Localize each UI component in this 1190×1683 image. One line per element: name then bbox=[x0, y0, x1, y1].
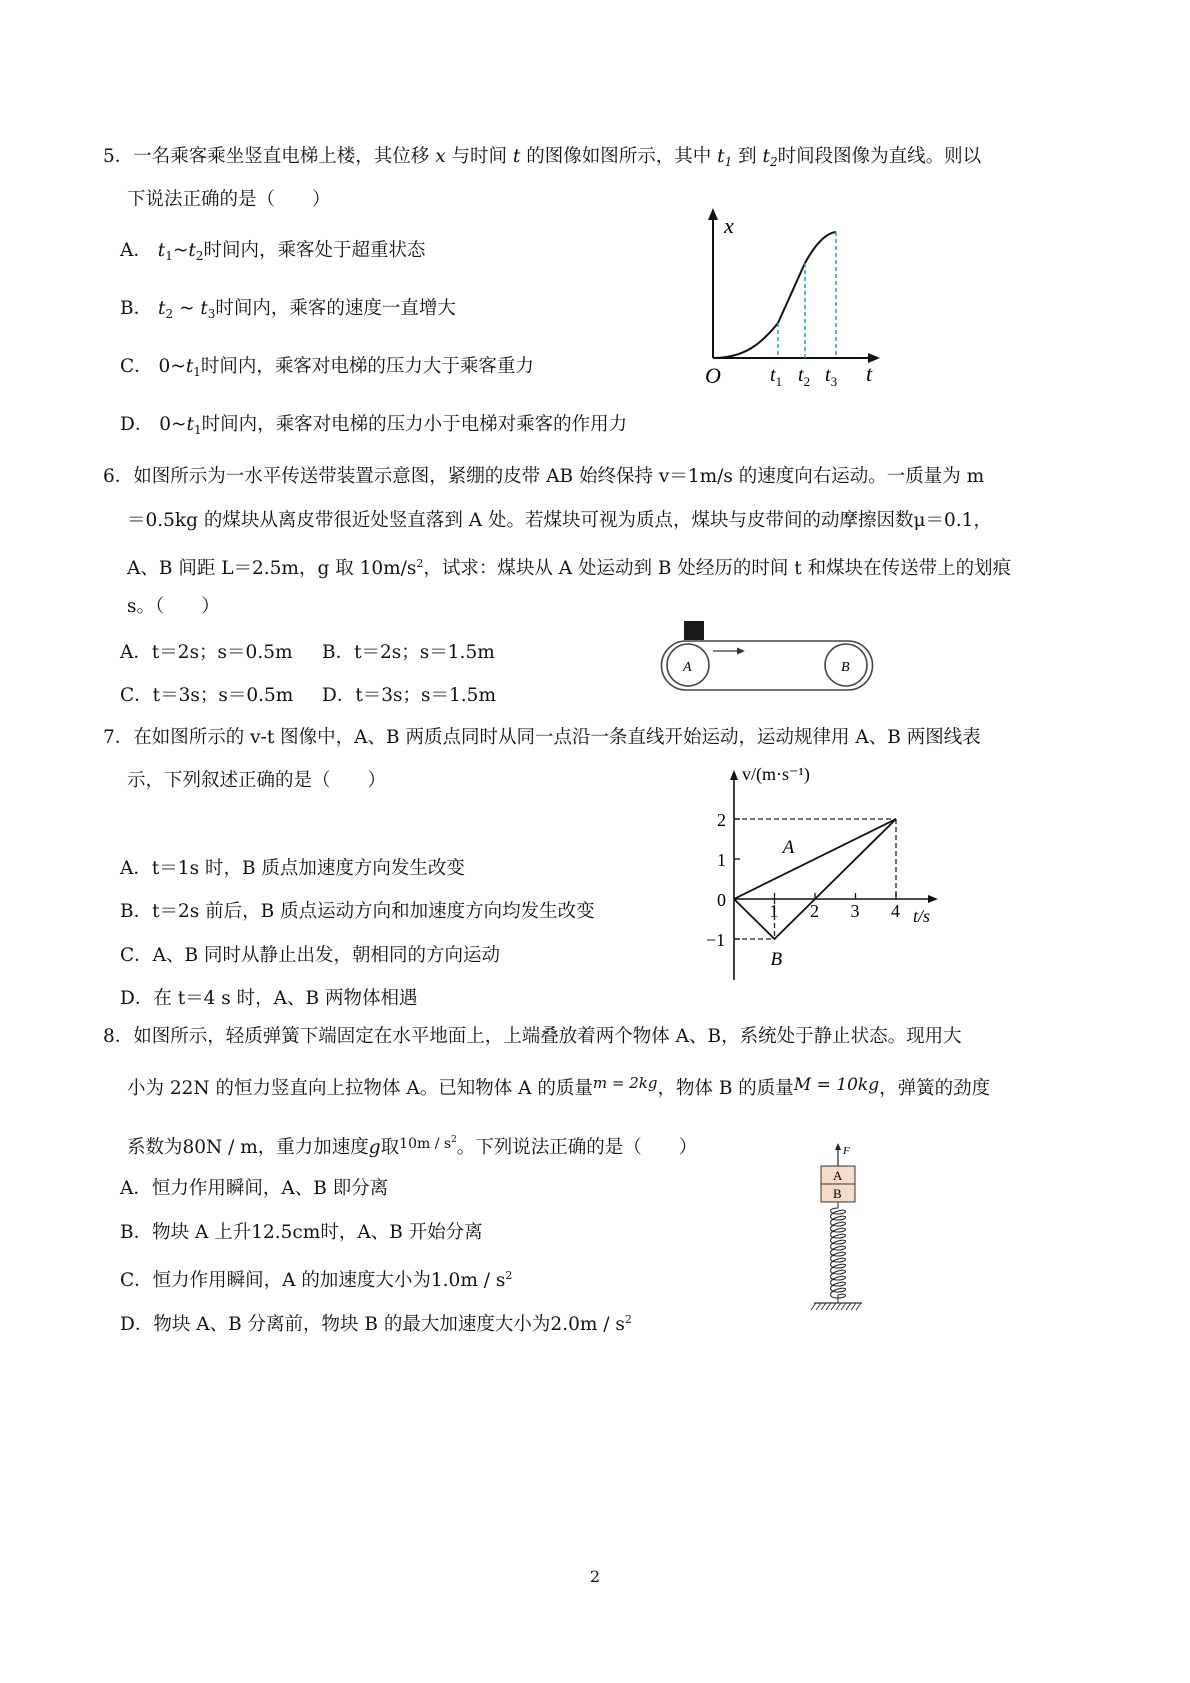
q8-hatch-line bbox=[816, 1303, 821, 1310]
q7-horizontal-axis-arrow bbox=[928, 895, 938, 903]
q7-option-c: C．A、B 同时从静止出发，朝相同的方向运动 bbox=[120, 945, 500, 966]
q7-stem-line1: 7．在如图所示的 v-t 图像中，A、B 两质点同时从同一点沿一条直线开始运动，运动规律用 A、B 两图线表 bbox=[103, 727, 981, 748]
q6-belt-right-end bbox=[848, 641, 873, 690]
q6-option-c: C．t＝3s；s＝0.5m bbox=[120, 685, 294, 706]
q8-option-c: C．恒力作用瞬间，A 的加速度大小为$1.0m / s^2$ bbox=[120, 1269, 513, 1291]
q8-force-label: F bbox=[843, 1145, 850, 1157]
q6-option-a: A．t＝2s；s＝0.5m bbox=[120, 642, 293, 663]
q7-xlabel: t/s bbox=[913, 906, 931, 926]
q7-xtick-label: 4 bbox=[891, 901, 900, 921]
q5-option-c: C． $0\sim t_1$时间内，乘客对电梯的压力大于乘客重力 bbox=[120, 356, 534, 379]
q5-tick-t3: $t_3$ bbox=[825, 364, 838, 389]
q6-stem-line4: s。（ ） bbox=[127, 596, 220, 617]
q7-ytick-label: 0 bbox=[717, 890, 726, 910]
q8-hatch-line bbox=[811, 1303, 816, 1310]
q5-axis-t-label: t bbox=[866, 361, 873, 386]
q8-ground-hatch bbox=[811, 1303, 861, 1310]
q8-spring-figure bbox=[808, 1140, 878, 1315]
q8-option-d: D．物块 A、B 分离前，物块 B 的最大加速度大小为$2.0m / s^2$ bbox=[120, 1313, 632, 1335]
q8-stem-line2: 小为 22N 的恒力竖直向上拉物体 A。已知物体 A 的质量$^{m = 2kg}$，物体 B 的质量M = 10kg，弹簧的劲度 bbox=[127, 1074, 991, 1099]
q5-stem-line2: 下说法正确的是（ ） bbox=[127, 189, 331, 210]
q5-option-a: A． $t_1\sim t_2$时间内，乘客处于超重状态 bbox=[120, 240, 426, 263]
q7-line-b bbox=[734, 819, 896, 939]
q5-origin-label: O bbox=[705, 363, 721, 388]
q5-option-d: D． $0\sim t_1$时间内，乘客对电梯的压力小于电梯对乘客的作用力 bbox=[120, 414, 628, 437]
q7-option-d: D．在 t＝4 s 时，A、B 两物体相遇 bbox=[120, 988, 418, 1009]
q5-curve bbox=[713, 232, 836, 358]
q5-tick-t2: $t_2$ bbox=[798, 364, 811, 389]
q6-option-b: B．t＝2s；s＝1.5m bbox=[322, 642, 495, 663]
q8-hatch-line bbox=[841, 1303, 846, 1310]
q8-option-b: B．物块 A 上升12.5cm时，A、B 开始分离 bbox=[120, 1222, 483, 1243]
q8-spring bbox=[831, 1202, 846, 1303]
q7-option-b: B．t＝2s 前后，B 质点运动方向和加速度方向均发生改变 bbox=[120, 901, 595, 922]
q7-number: 7． bbox=[103, 727, 134, 748]
q6-velocity-arrowhead bbox=[737, 648, 745, 655]
q6-conveyor-figure bbox=[655, 615, 885, 695]
q8-force-arrowhead bbox=[835, 1143, 841, 1150]
q7-vertical-axis-arrow bbox=[730, 770, 738, 780]
q6-option-d: D．t＝3s；s＝1.5m bbox=[322, 685, 496, 706]
q6-wheel-a-label: A bbox=[683, 660, 692, 675]
q7-label-a: A bbox=[782, 837, 795, 858]
q8-hatch-line bbox=[831, 1303, 836, 1310]
q7-ytick-label: 1 bbox=[717, 850, 726, 870]
q8-option-a: A．恒力作用瞬间，A、B 即分离 bbox=[120, 1178, 389, 1199]
q5-vertical-axis-arrow bbox=[708, 208, 718, 220]
page-number: 2 bbox=[589, 1567, 601, 1586]
q6-stem-line3: A、B 间距 L＝2.5m，g 取 $10m/s^2$，试求：煤块从 A 处运动到 B 处经历的时间 t 和煤块在传送带上的划痕 bbox=[127, 557, 1012, 579]
q7-ytick-label: 2 bbox=[717, 810, 726, 830]
q8-hatch-line bbox=[846, 1303, 851, 1310]
q6-wheel-b-label: B bbox=[841, 660, 850, 675]
q6-stem-line2: ＝0.5kg 的煤块从离皮带很近处竖直落到 A 处。若煤块可视为质点，煤块与皮带间的动摩擦因数μ＝0.1， bbox=[127, 510, 992, 531]
q7-line-a bbox=[734, 819, 896, 899]
q8-hatch-line bbox=[826, 1303, 831, 1310]
q8-block-a-label: A bbox=[833, 1168, 843, 1183]
q8-spring-coil bbox=[831, 1202, 846, 1303]
q7-xtick-label: 3 bbox=[850, 901, 860, 921]
q8-hatch-line bbox=[856, 1303, 861, 1310]
q7-label-b: B bbox=[770, 949, 783, 970]
q7-xtick-label: 1 bbox=[769, 901, 779, 921]
q5-xt-graph bbox=[700, 205, 900, 395]
q5-stem-line1: 5．一名乘客乘坐竖直电梯上楼，其位移 x 与时间 t 的图像如图所示，其中 $t_1$ 到 $t_2$时间段图像为直线。则以 bbox=[103, 146, 982, 169]
q8-number: 8． bbox=[103, 1026, 134, 1047]
q5-option-b: B． $t_2$ ~ $t_3$时间内，乘客的速度一直增大 bbox=[120, 298, 456, 321]
q6-stem-line1: 6．如图所示为一水平传送带装置示意图，紧绷的皮带 AB 始终保持 v＝1m/s 的速度向右运动。一质量为 m bbox=[103, 466, 985, 487]
q5-tick-t1: $t_1$ bbox=[770, 364, 783, 389]
q5-number: 5． bbox=[103, 146, 134, 167]
q6-coal-block bbox=[684, 621, 704, 640]
q8-hatch-line bbox=[821, 1303, 826, 1310]
q8-stem-line1: 8．如图所示，轻质弹簧下端固定在水平地面上，上端叠放着两个物体 A、B，系统处于静止状态。现用大 bbox=[103, 1026, 962, 1047]
q6-number: 6． bbox=[103, 466, 134, 487]
q8-block-b-label: B bbox=[833, 1186, 842, 1201]
q7-ylabel: v/(m·s⁻¹) bbox=[742, 764, 810, 784]
q7-ytick-label: −1 bbox=[706, 930, 726, 950]
q8-stem-line3: 系数为80N / m，重力加速度g取$^{10m / s2}$。下列说法正确的是（ ） bbox=[127, 1135, 698, 1158]
q5-axis-x-label: x bbox=[724, 213, 734, 238]
q7-vt-graph bbox=[700, 760, 950, 990]
q8-hatch-line bbox=[836, 1303, 841, 1310]
q7-xtick-label: 2 bbox=[810, 901, 819, 921]
q8-hatch-line bbox=[851, 1303, 856, 1310]
q7-stem-line2: 示，下列叙述正确的是（ ） bbox=[127, 770, 387, 791]
q7-option-a: A．t＝1s 时，B 质点加速度方向发生改变 bbox=[120, 858, 465, 879]
